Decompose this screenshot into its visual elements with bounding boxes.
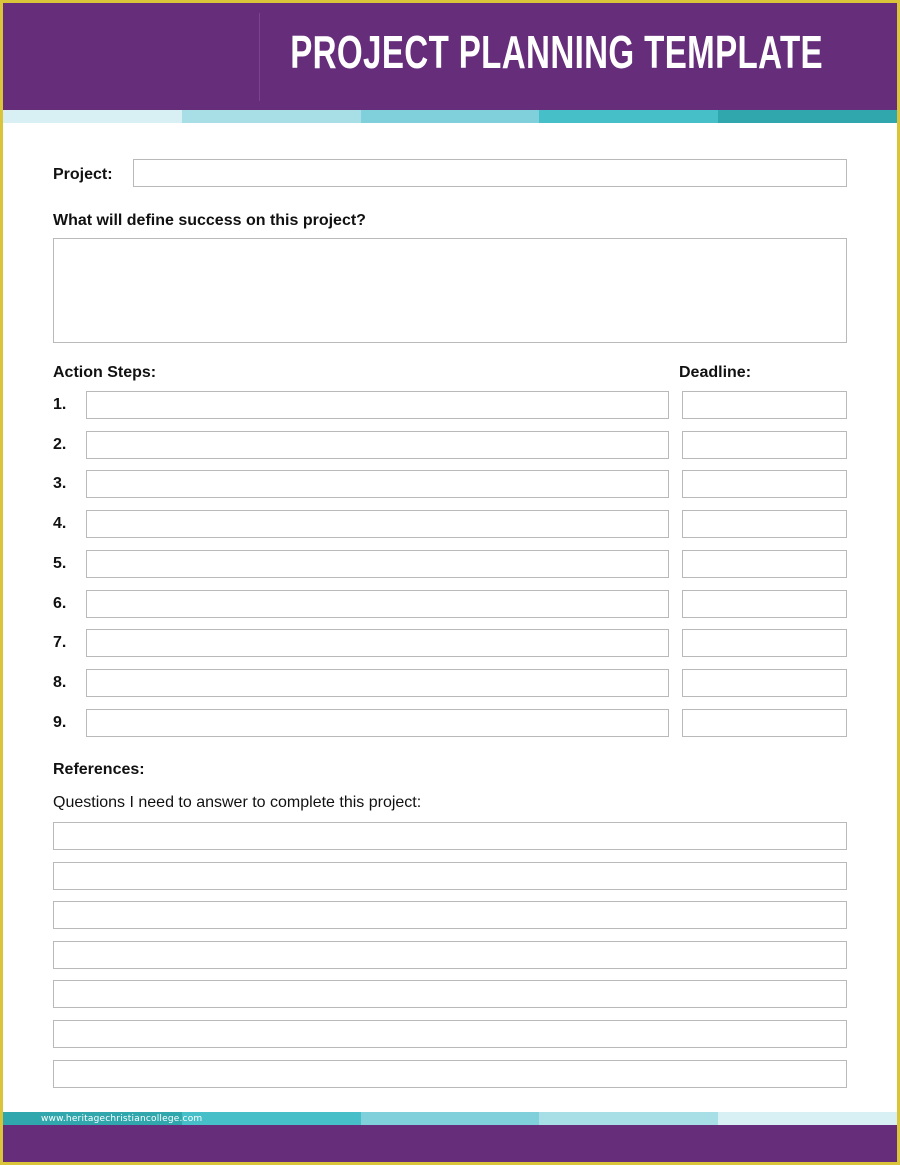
stripe-segment <box>182 1112 361 1125</box>
step-number: 1. <box>53 396 67 413</box>
deadline-field[interactable] <box>682 709 847 737</box>
deadline-field[interactable] <box>682 510 847 538</box>
question-field[interactable] <box>53 1020 847 1048</box>
references-label: References: <box>53 761 145 778</box>
question-field[interactable] <box>53 822 847 850</box>
questions-label: Questions I need to answer to complete this project: <box>53 794 422 811</box>
header-divider <box>259 13 260 101</box>
question-field[interactable] <box>53 941 847 969</box>
project-label: Project: <box>53 166 113 183</box>
stripe-segment <box>718 1112 897 1125</box>
action-step-field[interactable] <box>86 629 669 657</box>
step-number: 2. <box>53 435 67 453</box>
step-number: 5. <box>53 554 67 572</box>
step-number: 8. <box>53 673 67 691</box>
deadline-field[interactable] <box>682 590 847 618</box>
deadline-field[interactable] <box>682 669 847 697</box>
action-step-field[interactable] <box>86 470 669 498</box>
success-label: What will define success on this project? <box>53 212 366 229</box>
step-number: 3. <box>53 475 67 493</box>
deadline-label: Deadline: <box>679 364 752 381</box>
stripe-segment <box>361 1112 540 1125</box>
header-banner <box>3 3 897 110</box>
action-step-field[interactable] <box>86 510 669 538</box>
action-step-field[interactable] <box>86 391 669 419</box>
action-step-field[interactable] <box>86 709 669 737</box>
step-number: 9. <box>53 713 67 731</box>
question-field[interactable] <box>53 980 847 1008</box>
deadline-field[interactable] <box>682 470 847 498</box>
page-title: PROJECT PLANNING TEMPLATE <box>290 26 823 78</box>
stripe-segment <box>718 110 897 123</box>
success-field[interactable] <box>53 238 847 343</box>
action-steps-label: Action Steps: <box>53 364 157 381</box>
action-step-field[interactable] <box>86 550 669 578</box>
action-step-field[interactable] <box>86 669 669 697</box>
action-step-field[interactable] <box>86 431 669 459</box>
question-field[interactable] <box>53 862 847 890</box>
footer-url: www.heritagechristiancollege.com <box>41 1114 203 1124</box>
stripe-segment <box>361 110 540 123</box>
action-step-field[interactable] <box>86 590 669 618</box>
deadline-field[interactable] <box>682 431 847 459</box>
stripe-segment <box>182 110 361 123</box>
project-field[interactable] <box>133 159 847 187</box>
deadline-field[interactable] <box>682 629 847 657</box>
question-field[interactable] <box>53 1060 847 1088</box>
question-field[interactable] <box>53 901 847 929</box>
stripe-segment <box>539 110 718 123</box>
step-number: 4. <box>53 515 67 533</box>
deadline-field[interactable] <box>682 391 847 419</box>
stripe-segment <box>3 110 182 123</box>
deadline-field[interactable] <box>682 550 847 578</box>
stripe-segment <box>539 1112 718 1125</box>
step-number: 7. <box>53 634 67 652</box>
footer-banner <box>3 1125 897 1162</box>
top-color-stripe <box>3 110 897 123</box>
step-number: 6. <box>53 594 67 612</box>
